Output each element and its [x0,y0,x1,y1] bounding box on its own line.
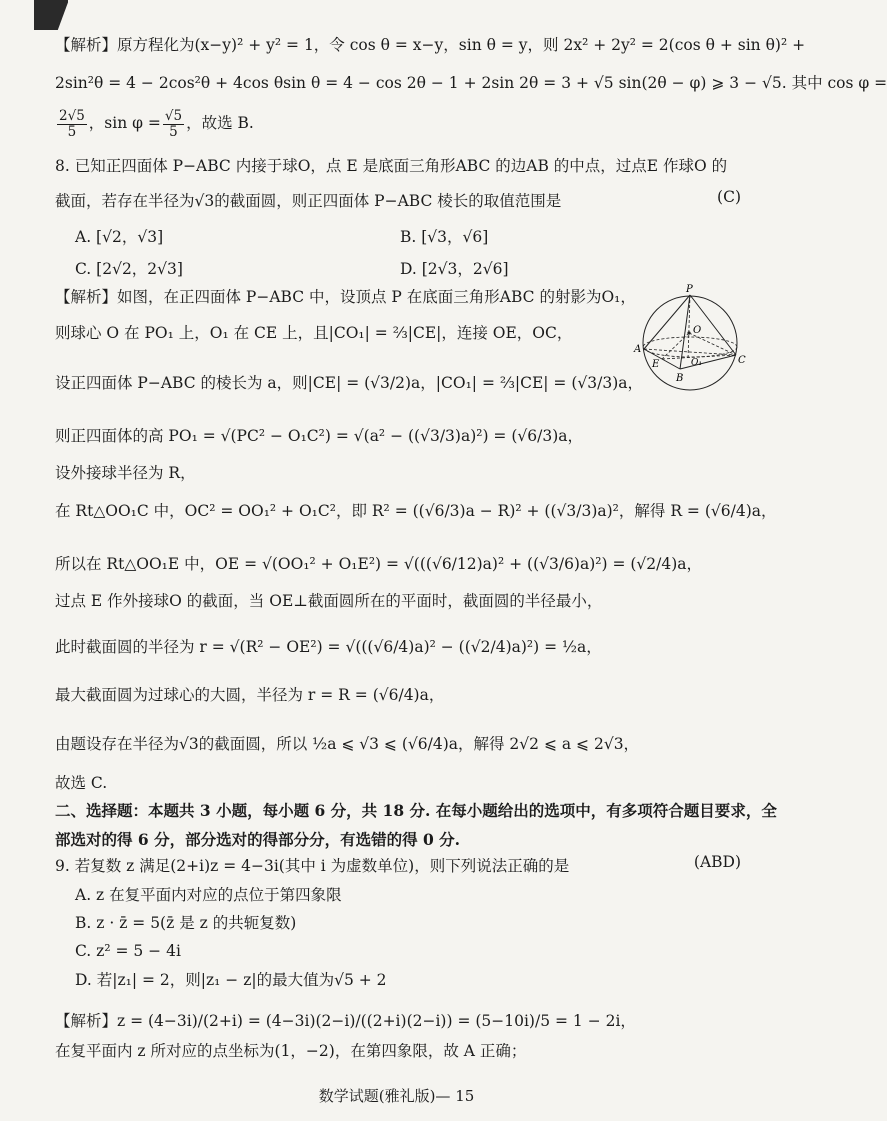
question-9-stem: 9. 若复数 z 满足(2+i)z = 4−3i(其中 i 为虚数单位)，则下列说法正确的是 [55,857,570,875]
solution-8-line-2: 则球心 O 在 PO₁ 上，O₁ 在 CE 上，且|CO₁| = ⅔|CE|，连接 OE，OC， [55,324,573,342]
question-9-option-a: A. z 在复平面内对应的点位于第四象限 [75,886,342,904]
solution-9-line-1: 【解析】z = (4−3i)/(2+i) = (4−3i)(2−i)/((2+i)(2−i)) = (5−10i)/5 = 1 − 2i， [55,1012,636,1030]
label-o: O [693,325,702,336]
solution-8-line-6: 在 Rt△OO₁C 中，OC² = OO₁² + O₁C²，即 R² = ((√6/3)a − R)² + ((√3/3)a)²，解得 R = (√6/4)a， [55,502,777,520]
question-8-stem-2: 截面，若存在半径为√3的截面圆，则正四面体 P−ABC 棱长的取值范围是 [55,192,562,210]
segment-oc [689,333,736,355]
edge-pa [644,295,690,349]
solution-8-line-12: 故选 C. [55,774,108,792]
solution-9-line-2: 在复平面内 z 所对应的点坐标为(1，−2)，在第四象限，故 A 正确； [55,1042,527,1060]
label-b: B [676,373,684,384]
page-footer: 数学试题(雅礼版)— 15 [318,1087,475,1105]
question-9-option-c: C. z² = 5 − 4i [75,942,181,960]
question-8-option-d: D. [2√3，2√6] [400,260,509,278]
section-2-heading-1: 二、选择题：本题共 3 小题，每小题 6 分，共 18 分. 在每小题给出的选项中，有多项符合题目要求，全 [55,801,777,820]
solution-8-line-3: 设正四面体 P−ABC 的棱长为 a，则|CE| = (√3/2)a，|CO₁| = ⅔|CE| = (√3/3)a， [55,374,643,392]
label-p: P [686,284,693,295]
label-o1: O₁ [691,358,702,368]
question-9-answer: (ABD) [693,853,741,871]
solution-8-line-5: 设外接球半径为 R， [55,464,196,482]
solution-8-line-11: 由题设存在半径为√3的截面圆，所以 ½a ⩽ √3 ⩽ (√6/4)a，解得 2√2 ⩽ a ⩽ 2√3， [55,735,640,753]
label-a: A [634,344,642,355]
question-8-option-a: A. [√2，√3] [75,228,164,246]
solution-7-line-3: $\frac{2√5}{5}$ ，sin φ = $\frac{√5}{5}$ ，故选 B. [59,107,254,140]
question-8-option-c: C. [2√2，2√3] [75,260,183,278]
label-c: C [738,355,746,366]
solution-7-line-1: 【解析】原方程化为(x−y)² + y² = 1，令 cos θ = x−y，sin θ = y，则 2x² + 2y² = 2(cos θ + sin θ)² + [55,36,806,54]
solution-8-line-8: 过点 E 作外接球O 的截面，当 OE⊥截面圆所在的平面时，截面圆的半径最小， [55,592,603,610]
solution-8-line-10: 最大截面圆为过球心的大圆，半径为 r = R = (√6/4)a， [55,686,445,704]
sphere-outline [643,296,737,390]
question-8-option-b: B. [√3，√6] [400,228,489,246]
question-9-option-b: B. z · z̄ = 5(z̄ 是 z 的共轭复数) [75,914,297,932]
question-9-option-d: D. 若|z₁| = 2，则|z₁ − z|的最大值为√5 + 2 [75,971,387,989]
solution-8-line-4: 则正四面体的高 PO₁ = √(PC² − O₁C²) = √(a² − ((√3/3)a)²) = (√6/3)a， [55,427,583,445]
segment-oe [662,333,689,359]
solution-8-line-1: 【解析】如图，在正四面体 P−ABC 中，设顶点 P 在底面三角形ABC 的射影为O₁， [55,288,636,306]
solution-8-line-9: 此时截面圆的半径为 r = √(R² − OE²) = √(((√6/4)a)² − ((√2/4)a)²) = ½a， [55,638,602,656]
solution-7-line-2: 2sin²θ = 4 − 2cos²θ + 4cos θsin θ = 4 − cos 2θ − 1 + 2sin 2θ = 3 + √5 sin(2θ − φ) ⩾ 3 − √5. 其中 cos φ = [55,74,887,92]
solution-8-line-7: 所以在 Rt△OO₁E 中，OE = √(OO₁² + O₁E²) = √(((√6/12)a)² + ((√3/6)a)²) = (√2/4)a， [55,555,703,573]
center-o-dot [687,331,690,334]
fraction-sin-phi: $\frac{√5}{5}$ [164,107,183,140]
page-corner-mark [34,0,68,30]
question-8-answer: (C) [717,188,741,206]
fraction-cos-phi: $\frac{2√5}{5}$ [59,107,85,140]
label-e: E [652,359,660,370]
tetrahedron-sphere-figure [630,283,750,393]
section-2-heading-2: 部选对的得 6 分，部分选对的得部分分，有选错的得 0 分. [55,830,461,849]
question-8-stem-1: 8. 已知正四面体 P−ABC 内接于球O，点 E 是底面三角形ABC 的边AB 的中点，过点E 作球O 的 [55,157,728,175]
sphere-equator [643,337,737,357]
